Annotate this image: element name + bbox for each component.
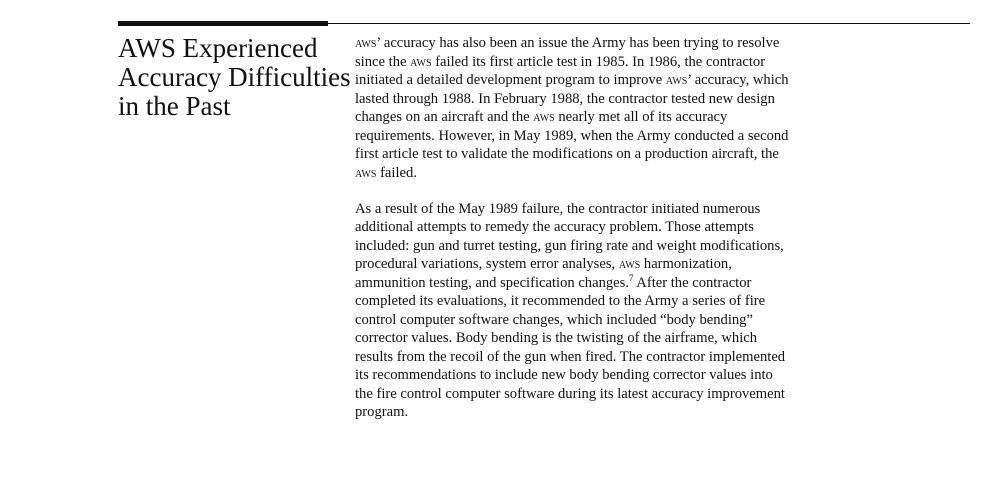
text-run: ammunition testing, and specification changes. [355, 274, 629, 291]
paragraph [355, 34, 975, 182]
text-run: failed its first article test in 1985. In 1986, the contractor [431, 53, 766, 70]
text-line: corrector values. Body bending is the twisting of the airframe, which [355, 330, 758, 346]
acronym: aws [533, 109, 555, 125]
section-rule-thin [328, 23, 970, 24]
body-text [355, 34, 975, 422]
text-run: harmonization, [640, 256, 732, 272]
text-line: additional attempts to remedy the accuracy problem. Those attempts [355, 219, 754, 235]
text-line [355, 53, 975, 72]
text-run: procedural variations, system error analyses, [355, 256, 619, 272]
footnote-ref: 7 [628, 272, 634, 283]
text-line [355, 108, 975, 127]
text-run: nearly met all of its accuracy [554, 109, 728, 125]
acronym: aws [665, 72, 688, 88]
text-line: completed its evaluations, it recommended to the Army a series of fire [355, 293, 766, 309]
acronym: aws [410, 53, 432, 70]
text-line: program. [355, 404, 409, 420]
text-line: results from the recoil of the gun when fired. The contractor implemented [355, 348, 786, 365]
acronym: aws [355, 35, 377, 51]
text-run: initiated a detailed development program to improve [355, 72, 666, 88]
text-run: After the contractor [633, 274, 752, 291]
text-line [355, 274, 975, 293]
text-run: ’ accuracy, which [687, 72, 789, 88]
section-rule-thick [118, 21, 328, 26]
paragraph [355, 200, 975, 422]
text-line [355, 71, 975, 90]
text-line: included: gun and turret testing, gun firing rate and weight modifications, [355, 237, 784, 254]
text-line [355, 255, 975, 274]
text-run: since the [355, 53, 411, 70]
text-line: lasted through 1988. In February 1988, the contractor tested new design [355, 90, 775, 107]
text-run: ’ accuracy has also been an issue the Army has been trying to resolve [376, 35, 780, 51]
text-run: changes on an aircraft and the [355, 109, 534, 125]
heading-line: Accuracy Difficulties [118, 62, 351, 92]
text-line: requirements. However, in May 1989, when the Army conducted a second [355, 127, 789, 144]
section-heading [118, 33, 351, 121]
text-line: first article test to validate the modifications on a production aircraft, the [355, 146, 779, 162]
acronym: aws [618, 256, 641, 272]
text-line: the fire control computer software during its latest accuracy improvement [355, 385, 785, 402]
text-line [355, 34, 975, 53]
text-line: control computer software changes, which included “body bending” [355, 311, 753, 328]
heading-line: AWS Experienced [118, 33, 318, 63]
text-line: its recommendations to include new body bending corrector values into [355, 367, 773, 383]
text-line: As a result of the May 1989 failure, the contractor initiated numerous [355, 200, 761, 217]
text-run: failed. [376, 164, 417, 181]
heading-line: in the Past [118, 91, 231, 121]
text-line [355, 164, 975, 183]
acronym: aws [355, 164, 377, 181]
